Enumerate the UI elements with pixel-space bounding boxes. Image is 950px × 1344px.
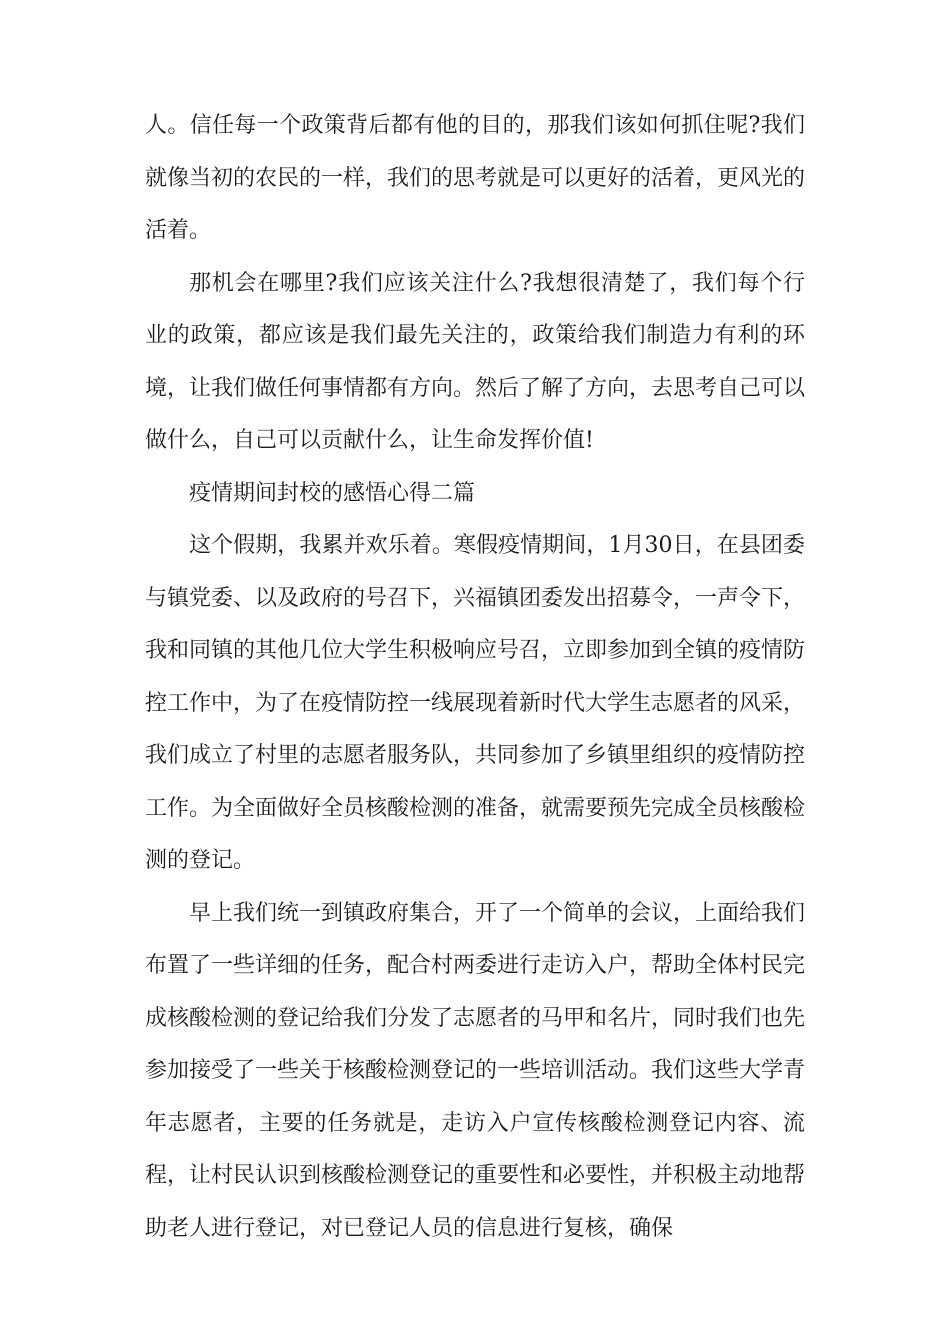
section-title: 疫情期间封校的感悟心得二篇 bbox=[189, 480, 476, 506]
document-body bbox=[145, 100, 805, 1255]
paragraph-morning: 早上我们统一到镇政府集合，开了一个简单的会议，上面给我们布置了一些详细的任务，配合村两委进行走访入户，帮助全体村民完成核酸检测的登记给我们分发了志愿者的马甲和名片，同时我们也先参加接受了一些关于核酸检测登记的一些培训活动。我们这些大学青年志愿者，主要的任务就是，走访入户宣传核酸检测登记内容、流程，让村民认识到核酸检测登记的重要性和必要性，并积极主动地帮助老人进行登记，对已登记人员的信息进行复核，确保 bbox=[145, 900, 806, 1241]
paragraph-continuation: 人。信任每一个政策背后都有他的目的，那我们该如何抓住呢?我们就像当初的农民的一样，我们的思考就是可以更好的活着，更风光的活着。 bbox=[145, 113, 806, 243]
paragraph-opportunity: 那机会在哪里?我们应该关注什么?我想很清楚了，我们每个行业的政策，都应该是我们最先关注的，政策给我们制造力有利的环境，让我们做任何事情都有方向。然后了解了方向，去思考自己可以做什么，自己可以贡献什么，让生命发挥价值! bbox=[145, 270, 806, 453]
paragraph-holiday: 这个假期，我累并欢乐着。寒假疫情期间，1月30日，在县团委与镇党委、以及政府的号召下，兴福镇团委发出招募令，一声令下，我和同镇的其他几位大学生积极响应号召，立即参加到全镇的疫情防控工作中，为了在疫情防控一线展现着新时代大学生志愿者的风采，我们成立了村里的志愿者服务队，共同参加了乡镇里组织的疫情防控工作。为全面做好全员核酸检测的准备，就需要预先完成全员核酸检测的登记。 bbox=[145, 533, 806, 873]
